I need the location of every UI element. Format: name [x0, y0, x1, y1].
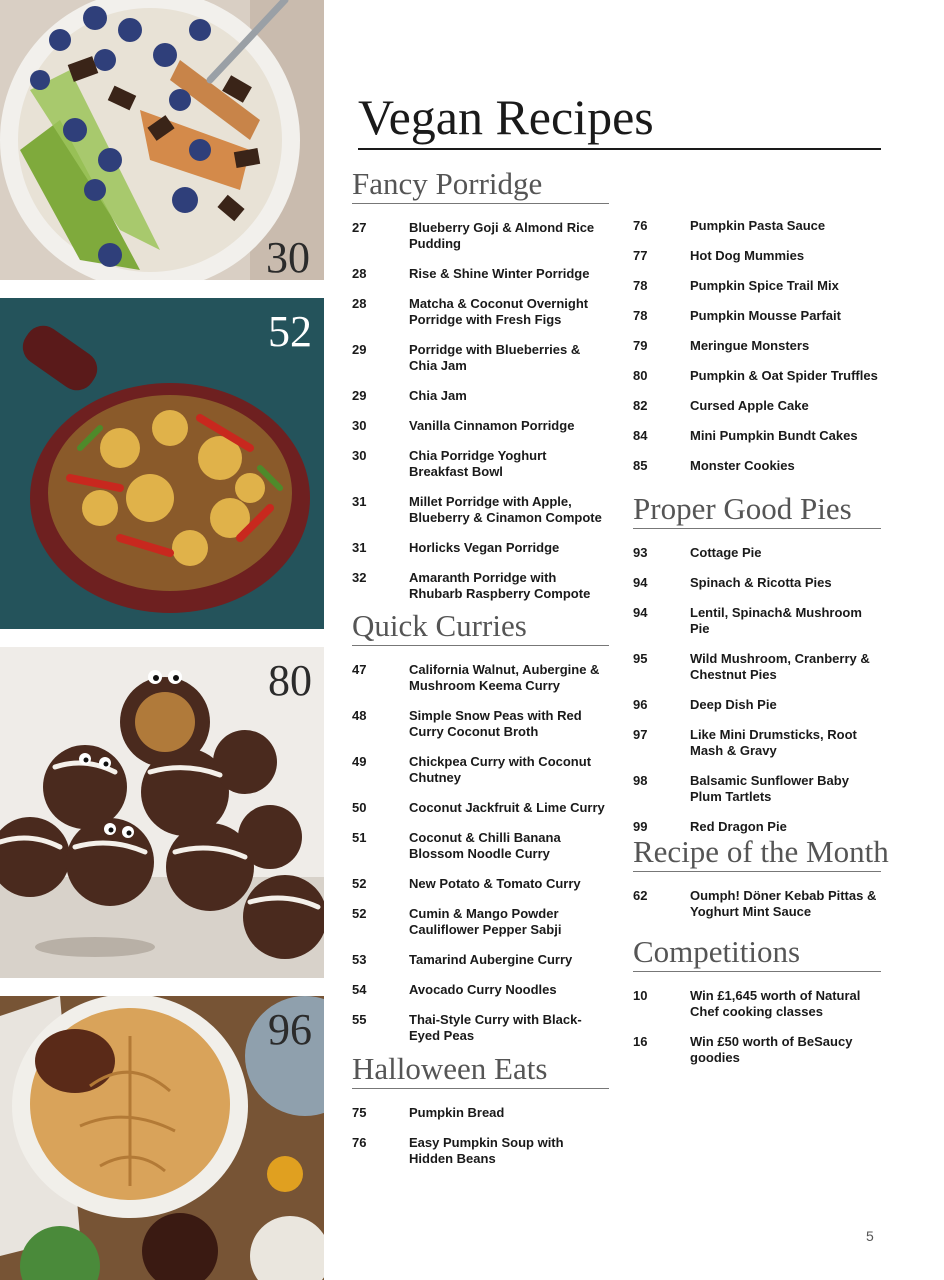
recipe-entry[interactable] — [633, 218, 881, 234]
recipe-entry[interactable] — [633, 888, 881, 920]
page-ref: 80 — [633, 368, 648, 383]
recipe-entry[interactable] — [352, 388, 609, 404]
page-ref: 50 — [352, 800, 367, 815]
section-recipe-of-the-month — [633, 834, 889, 934]
page-ref: 28 — [352, 266, 367, 281]
recipe-title: Win £1,645 worth of Natural Chef cooking classes — [690, 988, 861, 1019]
page-ref: 30 — [352, 448, 367, 463]
recipe-entry[interactable] — [633, 605, 881, 637]
recipe-title: Cursed Apple Cake — [690, 398, 809, 413]
photo-page-number: 80 — [268, 656, 312, 705]
recipe-title: New Potato & Tomato Curry — [409, 876, 581, 891]
page-ref: 76 — [352, 1135, 367, 1150]
recipe-entry[interactable] — [352, 296, 609, 328]
recipe-entry[interactable] — [633, 727, 881, 759]
photo-page-number: 52 — [268, 307, 312, 356]
page-ref: 76 — [633, 218, 648, 233]
recipe-entry[interactable] — [352, 830, 609, 862]
recipe-title: Coconut & Chilli Banana Blossom Noodle Curry — [409, 830, 561, 861]
recipe-entry[interactable] — [352, 982, 609, 998]
page-ref: 48 — [352, 708, 367, 723]
recipe-entry[interactable] — [633, 248, 881, 264]
recipe-entry[interactable] — [352, 754, 609, 786]
section-divider — [633, 528, 881, 529]
recipe-entry[interactable] — [352, 708, 609, 740]
section-divider — [352, 203, 609, 204]
page-ref: 32 — [352, 570, 367, 585]
recipe-title: Pumpkin Mousse Parfait — [690, 308, 841, 323]
recipe-entry[interactable] — [352, 800, 609, 816]
recipe-title: Lentil, Spinach& Mushroom Pie — [690, 605, 862, 636]
recipe-title: Blueberry Goji & Almond Rice Pudding — [409, 220, 595, 251]
recipe-entry[interactable] — [352, 266, 609, 282]
recipe-entry[interactable] — [352, 1135, 609, 1167]
page-ref: 78 — [633, 308, 648, 323]
section-heading: Proper Good Pies — [633, 491, 852, 526]
page-ref: 75 — [352, 1105, 367, 1120]
page-title: Vegan Recipes — [358, 89, 654, 145]
recipe-title: Hot Dog Mummies — [690, 248, 805, 263]
recipe-title: Easy Pumpkin Soup with Hidden Beans — [409, 1135, 564, 1166]
recipe-entry[interactable] — [633, 545, 881, 561]
page-ref: 54 — [352, 982, 367, 997]
photo-pie — [0, 996, 324, 1280]
recipe-title: Pumpkin Spice Trail Mix — [690, 278, 839, 293]
page-ref: 98 — [633, 773, 648, 788]
recipe-title: Balsamic Sunflower Baby Plum Tartlets — [690, 773, 849, 804]
page-ref: 27 — [352, 220, 367, 235]
page-ref: 10 — [633, 988, 648, 1003]
section-heading: Fancy Porridge — [352, 166, 543, 201]
recipe-title: Chia Porridge Yoghurt Breakfast Bowl — [409, 448, 547, 479]
recipe-title: Millet Porridge with Apple, Blueberry & Cinamon Compote — [409, 494, 602, 525]
page-ref: 84 — [633, 428, 648, 443]
recipe-entry[interactable] — [352, 418, 609, 434]
page-ref: 52 — [352, 906, 367, 921]
section-heading: Recipe of the Month — [633, 834, 889, 869]
photo-page-number: 30 — [266, 233, 310, 280]
recipe-title: Monster Cookies — [690, 458, 795, 473]
recipe-title: Pumpkin Bread — [409, 1105, 505, 1120]
section-divider — [352, 1088, 609, 1089]
recipe-entry[interactable] — [633, 651, 881, 683]
page-ref: 82 — [633, 398, 648, 413]
recipe-entry[interactable] — [352, 662, 609, 694]
recipe-title: Win £50 worth of BeSaucy goodies — [690, 1034, 853, 1065]
recipe-entry[interactable] — [633, 458, 881, 474]
page-ref: 77 — [633, 248, 648, 263]
page-ref: 62 — [633, 888, 648, 903]
section-proper-good-pies — [633, 491, 881, 849]
recipe-entry[interactable] — [633, 1034, 881, 1066]
page-ref: 85 — [633, 458, 648, 473]
page-ref: 16 — [633, 1034, 648, 1049]
page-ref: 55 — [352, 1012, 367, 1027]
photo-truffles — [0, 647, 324, 978]
recipe-title: Meringue Monsters — [690, 338, 810, 353]
page-ref: 30 — [352, 418, 367, 433]
title-divider — [358, 148, 881, 150]
recipe-title: California Walnut, Aubergine & Mushroom Keema Curry — [409, 662, 600, 693]
recipe-title: Cumin & Mango Powder Cauliflower Pepper Sabji — [409, 906, 562, 937]
section-competitions — [633, 934, 881, 1080]
recipe-entry[interactable] — [352, 342, 609, 374]
recipe-entry[interactable] — [352, 448, 609, 480]
page-ref: 79 — [633, 338, 648, 353]
page-ref: 31 — [352, 494, 367, 509]
recipe-title: Spinach & Ricotta Pies — [690, 575, 832, 590]
recipe-entry[interactable] — [352, 876, 609, 892]
recipe-title: Pumpkin Pasta Sauce — [690, 218, 826, 233]
recipe-title: Horlicks Vegan Porridge — [409, 540, 560, 555]
page-ref: 29 — [352, 342, 367, 357]
recipe-title: Pumpkin & Oat Spider Truffles — [690, 368, 878, 383]
page-ref: 47 — [352, 662, 367, 677]
recipe-title: Chickpea Curry with Coconut Chutney — [409, 754, 592, 785]
page-ref: 99 — [633, 819, 648, 834]
recipe-entry[interactable] — [633, 575, 881, 591]
recipe-entry[interactable] — [633, 368, 881, 384]
recipe-entry[interactable] — [633, 308, 881, 324]
recipe-entry[interactable] — [633, 398, 881, 414]
recipe-title: Matcha & Coconut Overnight Porridge with Fresh Figs — [409, 296, 589, 327]
section-heading: Competitions — [633, 934, 801, 969]
recipe-title: Wild Mushroom, Cranberry & Chestnut Pies — [690, 651, 870, 682]
page-number: 5 — [866, 1228, 874, 1244]
recipe-title: Mini Pumpkin Bundt Cakes — [690, 428, 858, 443]
section-divider — [352, 645, 609, 646]
recipe-title: Thai-Style Curry with Black-Eyed Peas — [409, 1012, 582, 1043]
section-divider — [633, 871, 881, 872]
recipe-entry[interactable] — [633, 773, 881, 805]
recipe-title: Amaranth Porridge with Rhubarb Raspberry Compote — [409, 570, 591, 601]
page-ref: 94 — [633, 605, 648, 620]
page-ref: 29 — [352, 388, 367, 403]
section-halloween-continued — [633, 218, 881, 488]
recipe-entry[interactable] — [352, 952, 609, 968]
recipe-entry[interactable] — [633, 278, 881, 294]
page-ref: 94 — [633, 575, 648, 590]
recipe-title: Deep Dish Pie — [690, 697, 777, 712]
page-ref: 51 — [352, 830, 367, 845]
photo-page-number: 96 — [268, 1005, 312, 1054]
recipe-title: Red Dragon Pie — [690, 819, 787, 834]
recipe-title: Coconut Jackfruit & Lime Curry — [409, 800, 605, 815]
recipe-entry[interactable] — [633, 428, 881, 444]
page-ref: 93 — [633, 545, 648, 560]
page-ref: 52 — [352, 876, 367, 891]
recipe-entry[interactable] — [352, 1012, 609, 1044]
section-heading: Quick Curries — [352, 608, 527, 643]
recipe-entry[interactable] — [633, 697, 881, 713]
recipe-title: Simple Snow Peas with Red Curry Coconut Broth — [409, 708, 582, 739]
recipe-title: Vanilla Cinnamon Porridge — [409, 418, 575, 433]
recipe-title: Avocado Curry Noodles — [409, 982, 557, 997]
page-ref: 31 — [352, 540, 367, 555]
recipe-entry[interactable] — [633, 988, 881, 1020]
page-ref: 49 — [352, 754, 367, 769]
page-ref: 78 — [633, 278, 648, 293]
recipe-title: Cottage Pie — [690, 545, 762, 560]
recipe-entry[interactable] — [352, 494, 609, 526]
recipe-entry[interactable] — [352, 220, 609, 252]
recipe-entry[interactable] — [633, 338, 881, 354]
section-fancy-porridge — [352, 166, 609, 616]
page-ref: 97 — [633, 727, 648, 742]
recipe-title: Oumph! Döner Kebab Pittas & Yoghurt Mint Sauce — [690, 888, 877, 919]
recipe-entry[interactable] — [352, 906, 609, 938]
section-halloween-eats — [352, 1051, 609, 1181]
section-quick-curries — [352, 608, 609, 1058]
page-ref: 53 — [352, 952, 367, 967]
page-ref: 96 — [633, 697, 648, 712]
recipe-title: Chia Jam — [409, 388, 467, 403]
page-ref: 95 — [633, 651, 648, 666]
section-heading: Halloween Eats — [352, 1051, 548, 1086]
recipe-title: Porridge with Blueberries & Chia Jam — [409, 342, 581, 373]
photo-porridge — [0, 0, 324, 280]
photo-curry — [0, 298, 324, 629]
recipe-title: Rise & Shine Winter Porridge — [409, 266, 590, 281]
recipe-entry[interactable] — [352, 570, 609, 602]
recipe-entry[interactable] — [352, 540, 609, 556]
recipe-entry[interactable] — [633, 819, 881, 835]
recipe-title: Like Mini Drumsticks, Root Mash & Gravy — [690, 727, 857, 758]
recipe-entry[interactable] — [352, 1105, 609, 1121]
page-ref: 28 — [352, 296, 367, 311]
recipe-title: Tamarind Aubergine Curry — [409, 952, 573, 967]
section-divider — [633, 971, 881, 972]
